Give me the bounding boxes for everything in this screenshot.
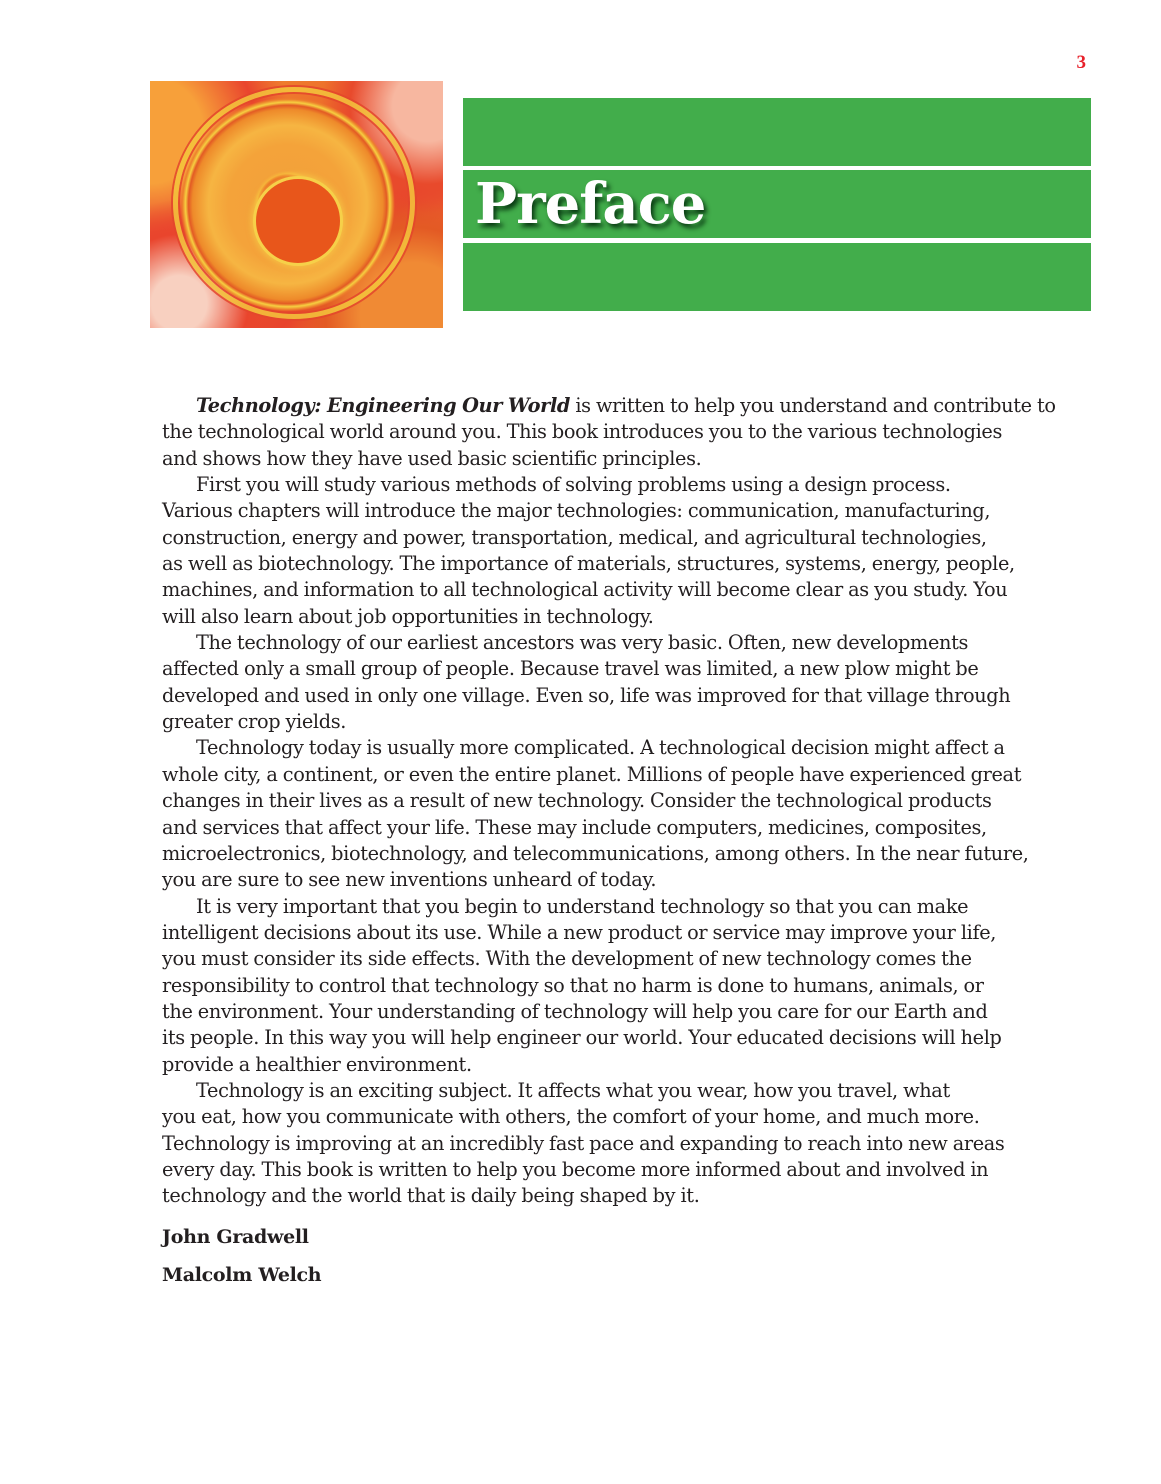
- page-title: Preface: [475, 171, 706, 237]
- paragraph-2-line-5: machines, and information to all technological activity will become clear as you study. You: [162, 578, 1008, 602]
- paragraph-4-line-3: changes in their lives as a result of new technology. Consider the technological products: [162, 789, 992, 813]
- paragraph-3-line-1: The technology of our earliest ancestors was very basic. Often, new developments: [196, 631, 969, 655]
- paragraph-3-line-3: developed and used in only one village. Even so, life was improved for that village through: [162, 683, 1011, 707]
- paragraph-6-line-4: every day. This book is written to help you become more informed about and involved in: [162, 1157, 989, 1181]
- paragraph-5-line-4: responsibility to control that technology so that no harm is done to humans, animals, or: [162, 973, 984, 997]
- paragraph-4-line-5: microelectronics, biotechnology, and telecommunications, among others. In the near future,: [162, 841, 1029, 865]
- text-run: is written to help you understand and contribute to: [570, 394, 1056, 417]
- paragraph-1-line-2: the technological world around you. This book introduces you to the various technologies: [162, 420, 1002, 444]
- paragraph-1-line-3: and shows how they have used basic scientific principles.: [162, 446, 702, 470]
- paragraph-2-line-3: construction, energy and power, transportation, medical, and agricultural technologies,: [162, 525, 987, 549]
- book-title: Technology: Engineering Our World: [196, 394, 571, 417]
- cell-illustration-image: [150, 81, 443, 328]
- banner-stripe-top: [463, 98, 1091, 166]
- paragraph-6-line-2: you eat, how you communicate with others, the comfort of your home, and much more.: [162, 1105, 980, 1129]
- page-number: 3: [1076, 52, 1086, 73]
- paragraph-4-line-1: Technology today is usually more complicated. A technological decision might affect a: [196, 736, 1005, 760]
- paragraph-4-line-2: whole city, a continent, or even the entire planet. Millions of people have experienced great: [162, 762, 1022, 786]
- paragraph-5-line-6: its people. In this way you will help engineer our world. Your educated decisions will help: [162, 1026, 1002, 1050]
- title-banner: [463, 98, 1091, 311]
- paragraph-5-line-3: you must consider its side effects. With the development of new technology comes the: [162, 947, 972, 971]
- paragraph-1-line-1: [162, 393, 1092, 419]
- paragraph-6-line-5: technology and the world that is daily being shaped by it.: [162, 1184, 700, 1208]
- cell-nucleus-shape: [253, 176, 343, 266]
- paragraph-5-line-1: It is very important that you begin to understand technology so that you can make: [196, 894, 969, 918]
- paragraph-2-line-1: First you will study various methods of solving problems using a design process.: [196, 473, 951, 497]
- paragraph-2-line-2: Various chapters will introduce the major technologies: communication, manufacturing,: [162, 499, 991, 523]
- paragraph-3-line-2: affected only a small group of people. Because travel was limited, a new plow might be: [162, 657, 979, 681]
- paragraph-3-line-4: greater crop yields.: [162, 710, 347, 734]
- paragraph-2-line-6: will also learn about job opportunities in technology.: [162, 604, 654, 628]
- preface-body: [162, 393, 1092, 1210]
- banner-stripe-bottom: [463, 243, 1091, 311]
- paragraph-5-line-7: provide a healthier environment.: [162, 1052, 472, 1076]
- author-signature: John Gradwell: [162, 1226, 309, 1248]
- paragraph-2-line-4: as well as biotechnology. The importance of materials, structures, systems, energy, people,: [162, 552, 1015, 576]
- author-signature: Malcolm Welch: [162, 1264, 322, 1286]
- paragraph-4-line-4: and services that affect your life. These may include computers, medicines, composites,: [162, 815, 987, 839]
- paragraph-6-line-3: Technology is improving at an incredibly fast pace and expanding to reach into new areas: [162, 1131, 1005, 1155]
- paragraph-4-line-6: you are sure to see new inventions unheard of today.: [162, 868, 657, 892]
- paragraph-5-line-5: the environment. Your understanding of technology will help you care for our Earth and: [162, 999, 988, 1023]
- paragraph-5-line-2: intelligent decisions about its use. While a new product or service may improve your life,: [162, 920, 997, 944]
- paragraph-6-line-1: Technology is an exciting subject. It affects what you wear, how you travel, what: [196, 1078, 950, 1102]
